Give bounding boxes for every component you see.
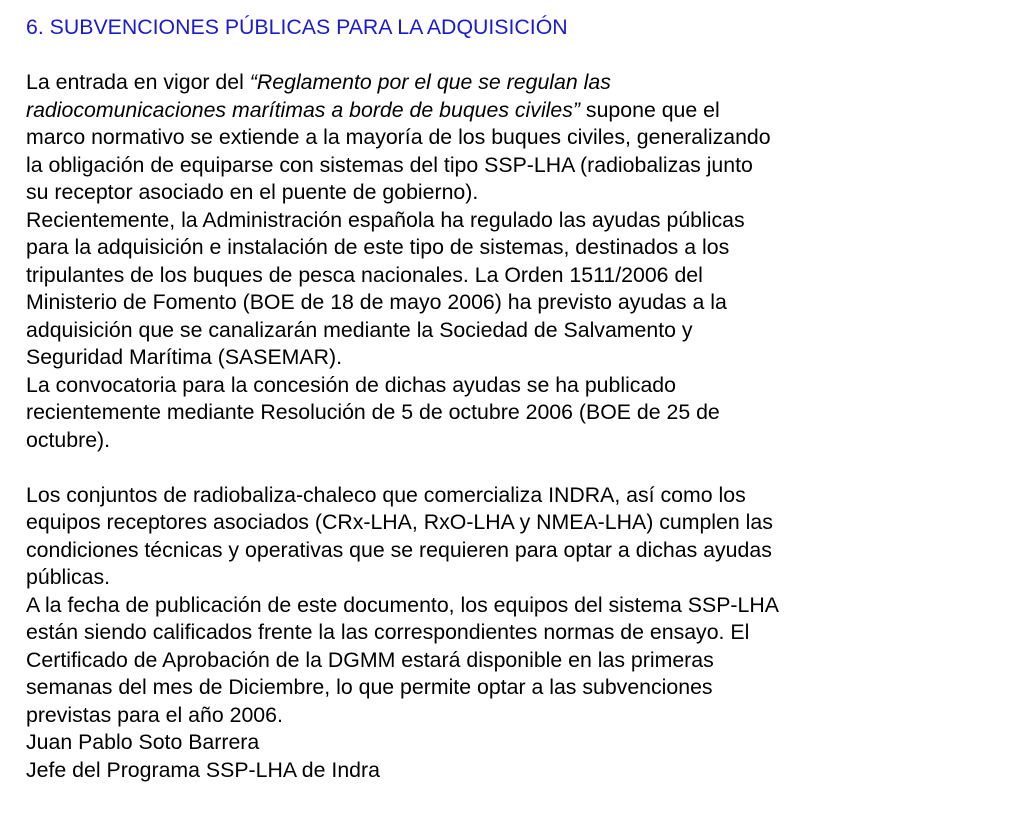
paragraph-line: la obligación de equiparse con sistemas del tipo SSP-LHA (radiobalizas junto — [26, 152, 753, 177]
signature-block — [26, 729, 986, 784]
paragraph-line: equipos receptores asociados (CRx-LHA, RxO-LHA y NMEA-LHA) cumplen las — [26, 510, 773, 534]
paragraph-line: están siendo calificados frente la las correspondientes normas de ensayo. El — [26, 620, 750, 644]
section-heading: 6. SUBVENCIONES PÚBLICAS PARA LA ADQUISICIÓN — [26, 15, 568, 39]
regulation-title-italic: “Reglamento por el que se regulan las — [249, 70, 611, 94]
paragraph-line: condiciones técnicas y operativas que se requieren para optar a dichas ayudas — [26, 537, 772, 562]
paragraph-line: Los conjuntos de radiobaliza-chaleco que comercializa INDRA, así como los — [26, 482, 746, 507]
paragraph-line: Ministerio de Fomento (BOE de 18 de mayo 2006) ha previsto ayudas a la — [26, 290, 727, 314]
paragraph-line — [26, 69, 986, 97]
paragraph-spacer — [26, 454, 986, 482]
signature-role: Jefe del Programa SSP-LHA de Indra — [26, 757, 380, 782]
paragraph-line: octubre). — [26, 427, 111, 452]
paragraph-regulation — [26, 69, 986, 207]
paragraph-line — [26, 97, 986, 125]
text-run: supone que el — [580, 97, 720, 122]
paragraph-certification — [26, 592, 986, 730]
paragraph-line: adquisición que se canalizarán mediante la Sociedad de Salvamento y — [26, 317, 693, 342]
paragraph-line: previstas para el año 2006. — [26, 702, 283, 727]
paragraph-line: semanas del mes de Diciembre, lo que permite optar a las subvenciones — [26, 675, 713, 699]
paragraph-line: A la fecha de publicación de este documento, los equipos del sistema SSP-LHA — [26, 592, 779, 617]
document-page — [26, 14, 986, 784]
paragraph-line: Recientemente, la Administración española ha regulado las ayudas públicas — [26, 207, 745, 232]
paragraph-line: La convocatoria para la concesión de dichas ayudas se ha publicado — [26, 372, 676, 397]
paragraph-line: Seguridad Marítima (SASEMAR). — [26, 345, 343, 369]
regulation-title-italic: radiocomunicaciones marítimas a borde de buques civiles” — [26, 97, 580, 122]
paragraph-line: tripulantes de los buques de pesca nacionales. La Orden 1511/2006 del — [26, 262, 703, 287]
paragraph-line: marco normativo se extiende a la mayoría de los buques civiles, generalizando — [26, 125, 771, 149]
paragraph-line: públicas. — [26, 565, 111, 589]
paragraph-convocatoria — [26, 372, 986, 455]
paragraph-line: para la adquisición e instalación de este tipo de sistemas, destinados a los — [26, 235, 730, 259]
text-run: La entrada en vigor del — [26, 70, 250, 94]
paragraph-indra-equipment — [26, 482, 986, 592]
paragraph-line: su receptor asociado en el puente de gobierno). — [26, 180, 479, 204]
signature-name: Juan Pablo Soto Barrera — [26, 730, 260, 754]
paragraph-line: Certificado de Aprobación de la DGMM estará disponible en las primeras — [26, 647, 714, 672]
paragraph-line: recientemente mediante Resolución de 5 de octubre 2006 (BOE de 25 de — [26, 400, 720, 424]
paragraph-administration — [26, 207, 986, 372]
